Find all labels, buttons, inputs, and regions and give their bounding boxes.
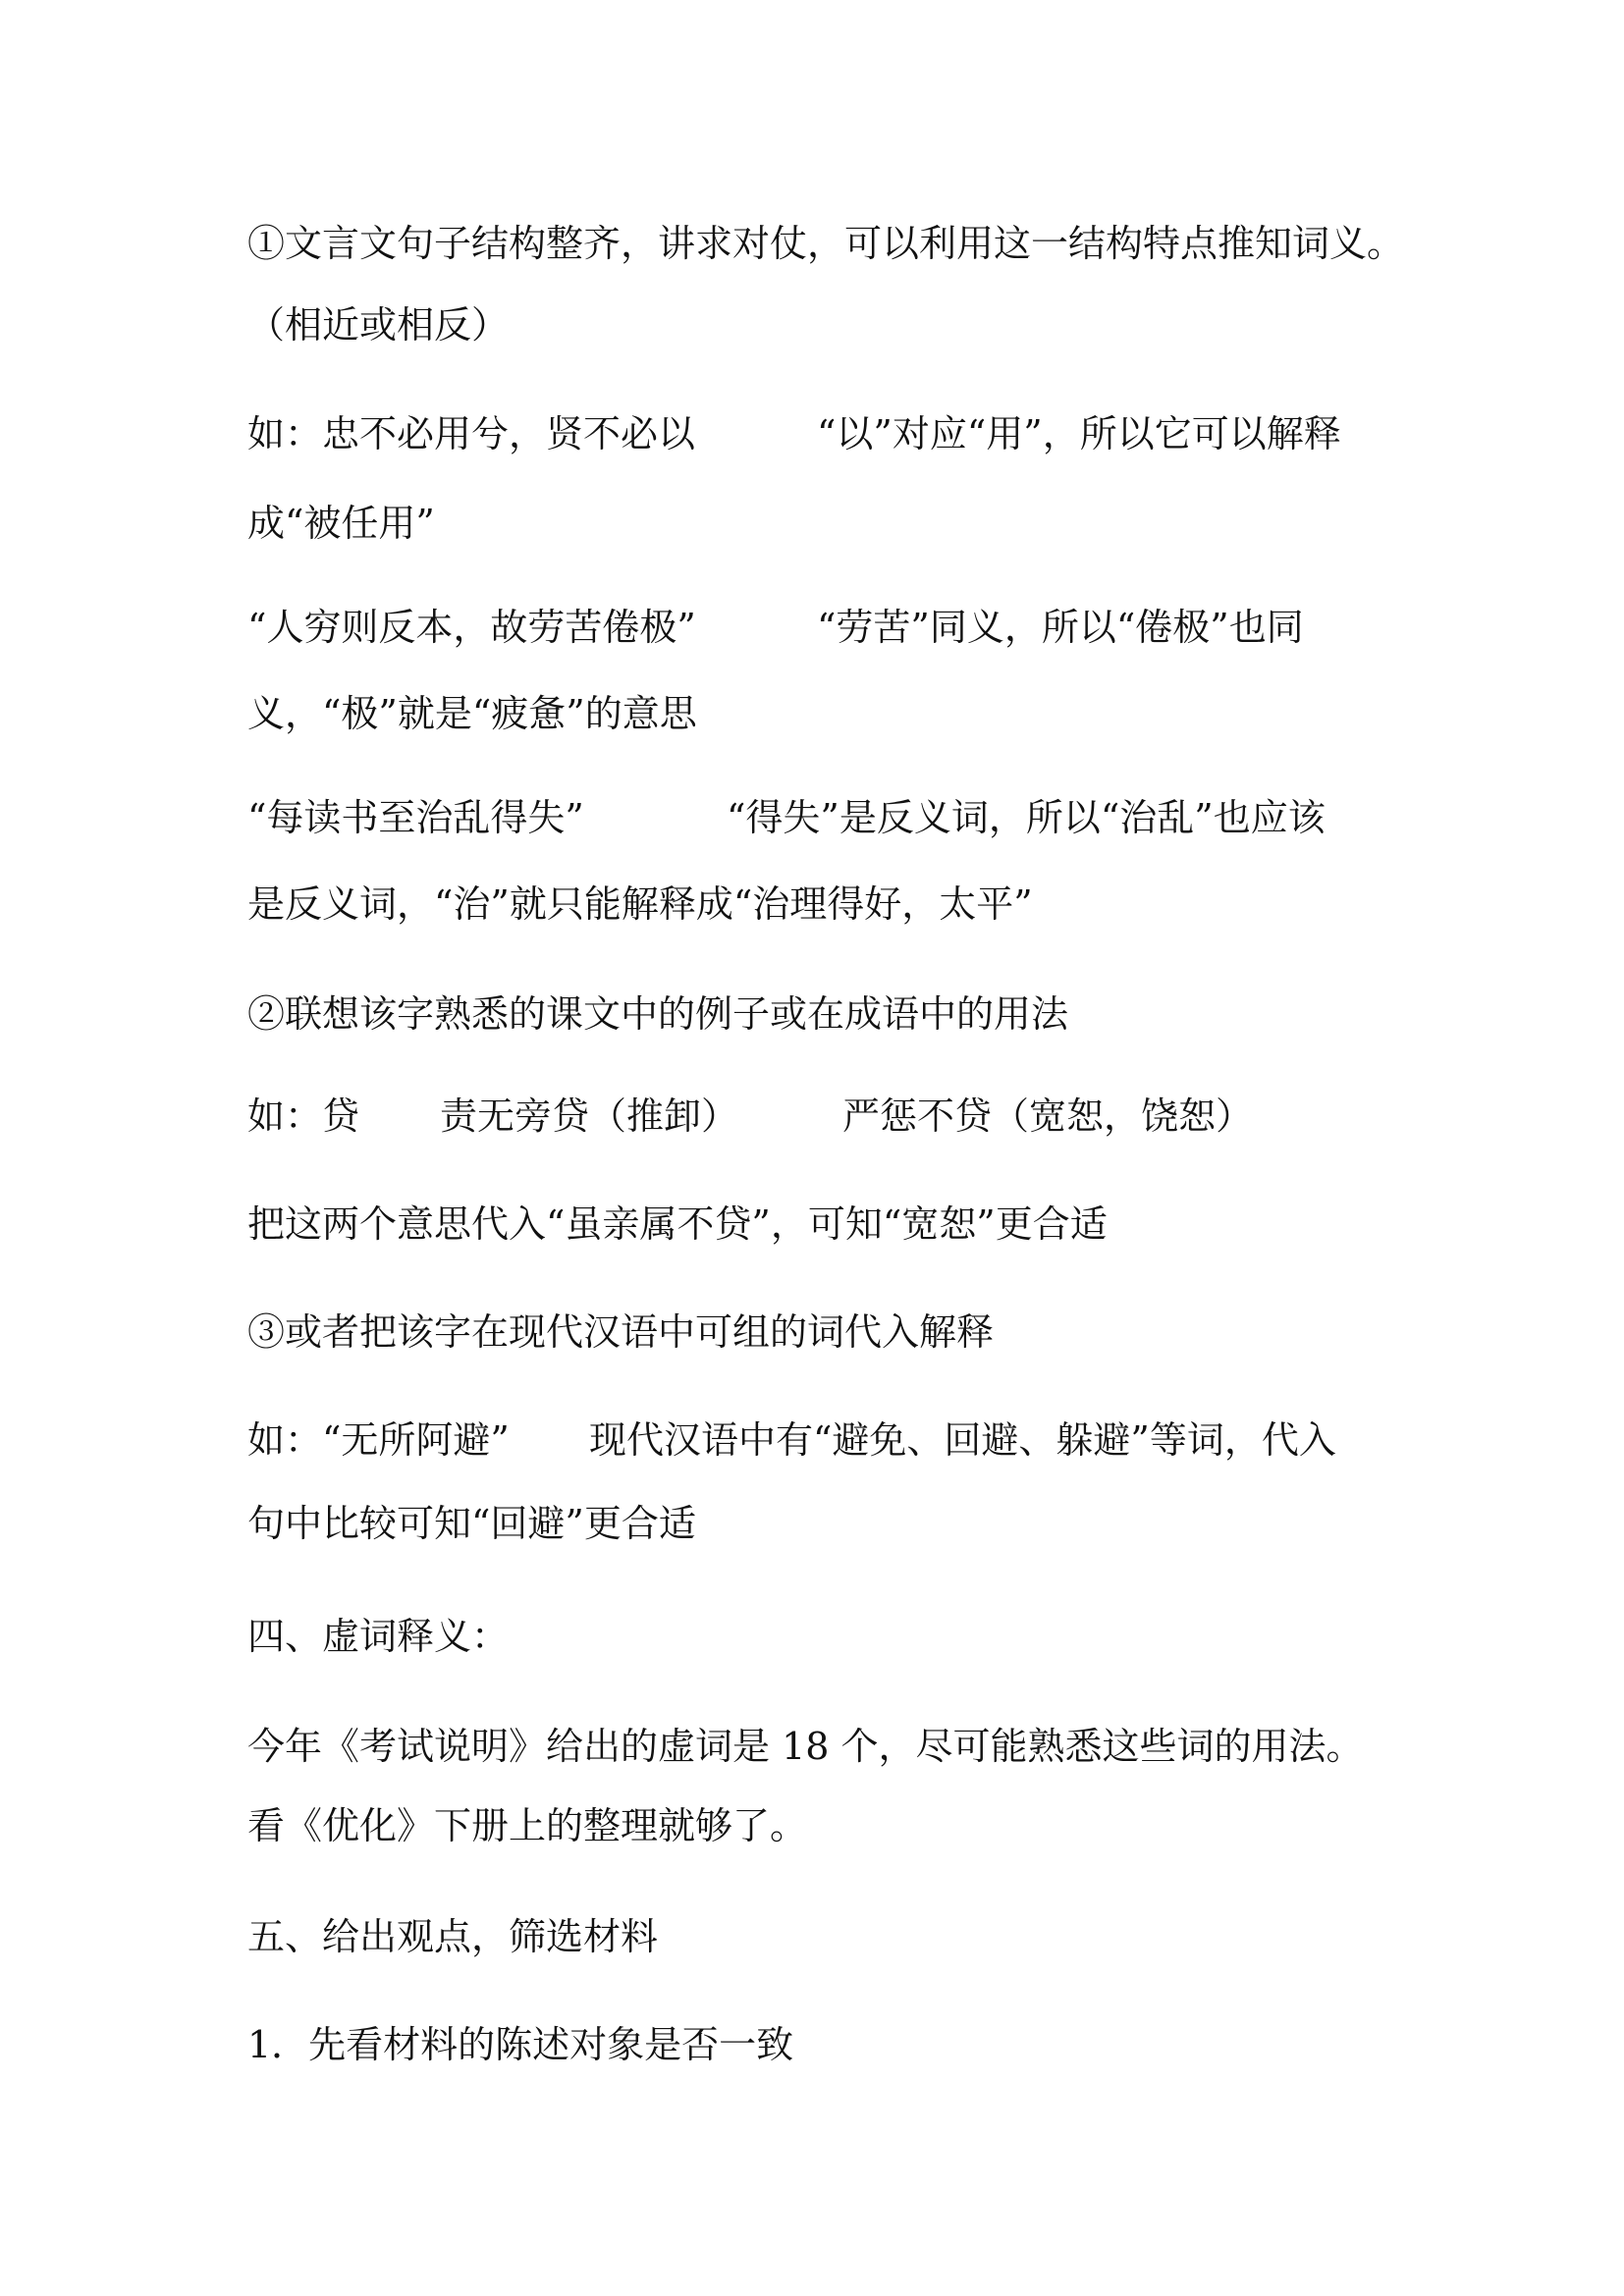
idiom-example: 严惩不贷（宽恕，饶恕） bbox=[842, 1095, 1254, 1138]
explanation: 现代汉语中有“避免、回避、躲避”等词，代入 bbox=[589, 1418, 1336, 1462]
example-word: 如：贷 bbox=[247, 1095, 360, 1138]
example-sentence: 如：忠不必用兮，贤不必以 bbox=[247, 412, 696, 455]
explanation: “劳苦”同义，所以“倦极”也同 bbox=[817, 606, 1304, 649]
text-line bbox=[247, 1414, 1336, 1467]
text-line: 把这两个意思代入“虽亲属不贷”，可知“宽恕”更合适 bbox=[247, 1202, 1108, 1246]
example-sentence: “每读书至治乱得失” bbox=[247, 796, 584, 839]
example-sentence: 如：“无所阿避” bbox=[247, 1418, 510, 1462]
section-heading: 四、虚词释义： bbox=[247, 1615, 510, 1658]
text-line: （相近或相反） bbox=[247, 303, 510, 347]
explanation: “以”对应“用”，所以它可以解释 bbox=[817, 412, 1341, 455]
section-heading: 五、给出观点，筛选材料 bbox=[247, 1915, 659, 1958]
example-sentence: “人穷则反本，故劳苦倦极” bbox=[247, 606, 696, 649]
text-line: ③或者把该字在现代汉语中可组的词代入解释 bbox=[247, 1310, 995, 1354]
text-line: 看《优化》下册上的整理就够了。 bbox=[247, 1804, 808, 1847]
text-line: 是反义词，“治”就只能解释成“治理得好，太平” bbox=[247, 882, 1033, 926]
text-line bbox=[247, 791, 1326, 844]
idiom-example: 责无旁贷（推卸） bbox=[440, 1095, 739, 1138]
text-line bbox=[247, 407, 1341, 460]
text-line: ②联想该字熟悉的课文中的例子或在成语中的用法 bbox=[247, 992, 1069, 1036]
text-line: 义，“极”就是“疲惫”的意思 bbox=[247, 692, 697, 735]
text-line: ①文言文句子结构整齐，讲求对仗，可以利用这一结构特点推知词义。 bbox=[247, 222, 1405, 265]
text-line: 今年《考试说明》给出的虚词是 18 个，尽可能熟悉这些词的用法。 bbox=[247, 1725, 1364, 1768]
text-line: 句中比较可知“回避”更合适 bbox=[247, 1502, 696, 1545]
text-line: 成“被任用” bbox=[247, 502, 435, 545]
text-line bbox=[247, 601, 1304, 654]
explanation: “得失”是反义词，所以“治乱”也应该 bbox=[727, 796, 1326, 839]
text-line: 1．先看材料的陈述对象是否一致 bbox=[247, 2023, 794, 2066]
text-line bbox=[247, 1090, 1253, 1143]
